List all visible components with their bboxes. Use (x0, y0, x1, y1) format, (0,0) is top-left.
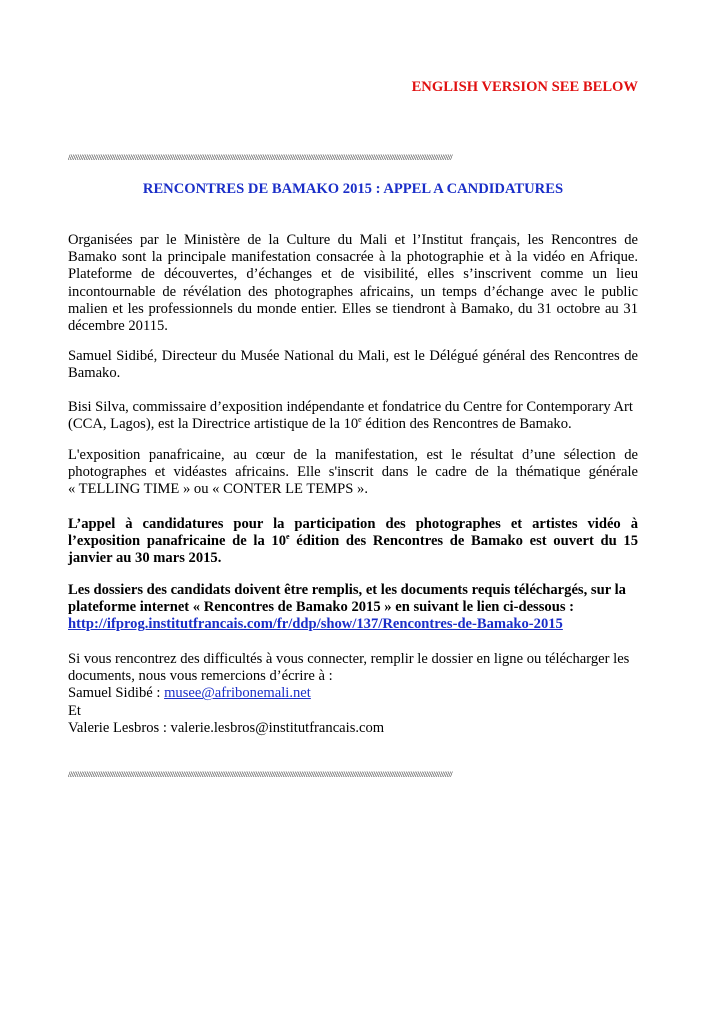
application-paragraph (68, 582, 638, 634)
delegate-line: Bamako. (68, 365, 121, 382)
director-text: (CCA, Lagos), est la Directrice artistique de la 10 (68, 416, 359, 433)
contact-line: documents, nous vous remercions d’écrire à : (68, 668, 333, 685)
intro-line: malien et les professionnels du monde entier. Elles se tiendront à Bamako, du 31 octobre au 31 (68, 300, 638, 317)
application-link[interactable]: http://ifprog.institutfrancais.com/fr/ddp/show/137/Rencontres-de-Bamako-2015 (68, 616, 563, 633)
intro-line: incontournable de révélation des photographes africains, un temps d’échange avec le public (68, 283, 638, 300)
director-line: Bisi Silva, commissaire d’exposition indépendante et fondatrice du Centre for Contemporary Art (68, 399, 633, 415)
intro-line: Organisées par le Ministère de la Culture du Mali et l’Institut français, les Rencontres de (68, 232, 638, 248)
call-line: janvier au 30 mars 2015. (68, 550, 222, 567)
intro-line: Bamako sont la principale manifestation consacrée à la photographie et à la vidéo en Afrique. (68, 249, 638, 266)
call-line: L’appel à candidatures pour la participation des photographes et artistes vidéo à (68, 516, 638, 532)
contact-line: Si vous rencontrez des difficultés à vous connecter, remplir le dossier en ligne ou télécharger les (68, 651, 630, 667)
director-paragraph (68, 399, 638, 433)
application-line: plateforme internet « Rencontres de Bamako 2015 » en suivant le lien ci-dessous : (68, 599, 575, 616)
call-text: l’exposition panafricaine de la 10 (68, 533, 287, 550)
exhibition-paragraph (68, 447, 638, 499)
contact-label: Samuel Sidibé : (68, 685, 165, 702)
delegate-line: Samuel Sidibé, Directeur du Musée National du Mali, est le Délégué général des Rencontres de (68, 348, 638, 364)
exhibition-line: photographes et vidéastes africains. Elle s'inscrit dans le cadre de la thématique générale (68, 464, 638, 481)
english-version-heading: ENGLISH VERSION SEE BELOW (411, 79, 638, 95)
director-line (68, 416, 638, 433)
edition-superscript: e (286, 532, 290, 542)
edition-superscript: e (358, 415, 362, 425)
contact-line: Valerie Lesbros : valerie.lesbros@institutfrancais.com (68, 719, 385, 736)
top-divider: ////////////////////////////////////////////////////////////////////////////////////////////////////////////////////////////////////////////////////////////////////////////////////////////////////////////////////////// (68, 152, 453, 162)
exhibition-line: L'exposition panafricaine, au cœur de la manifestation, est le résultat d’une sélection de (68, 447, 638, 463)
application-line: Les dossiers des candidats doivent être remplis, et les documents requis téléchargés, sur la (68, 582, 626, 598)
contact-connector: Et (68, 702, 81, 719)
musee-email-link[interactable]: musee@afribonemali.net (164, 685, 311, 702)
call-paragraph (68, 516, 638, 568)
contact-paragraph (68, 651, 638, 737)
delegate-paragraph (68, 348, 638, 382)
exhibition-line: « TELLING TIME » ou « CONTER LE TEMPS ». (68, 481, 368, 498)
call-text: édition des Rencontres de Bamako est ouvert du 15 (289, 533, 638, 550)
bottom-divider: ////////////////////////////////////////////////////////////////////////////////////////////////////////////////////////////////////////////////////////////////////////////////////////////////////////////////////////// (68, 769, 453, 779)
intro-line: Plateforme de découvertes, d’échanges et de visibilité, elles s’inscrivent comme un lieu (68, 266, 638, 283)
intro-line: décembre 20115. (68, 318, 168, 335)
intro-paragraph (68, 232, 638, 335)
contact-line (68, 685, 638, 702)
page-title: RENCONTRES DE BAMAKO 2015 : APPEL A CANDIDATURES (142, 181, 564, 197)
director-text: édition des Rencontres de Bamako. (361, 416, 572, 433)
call-line (68, 533, 638, 550)
